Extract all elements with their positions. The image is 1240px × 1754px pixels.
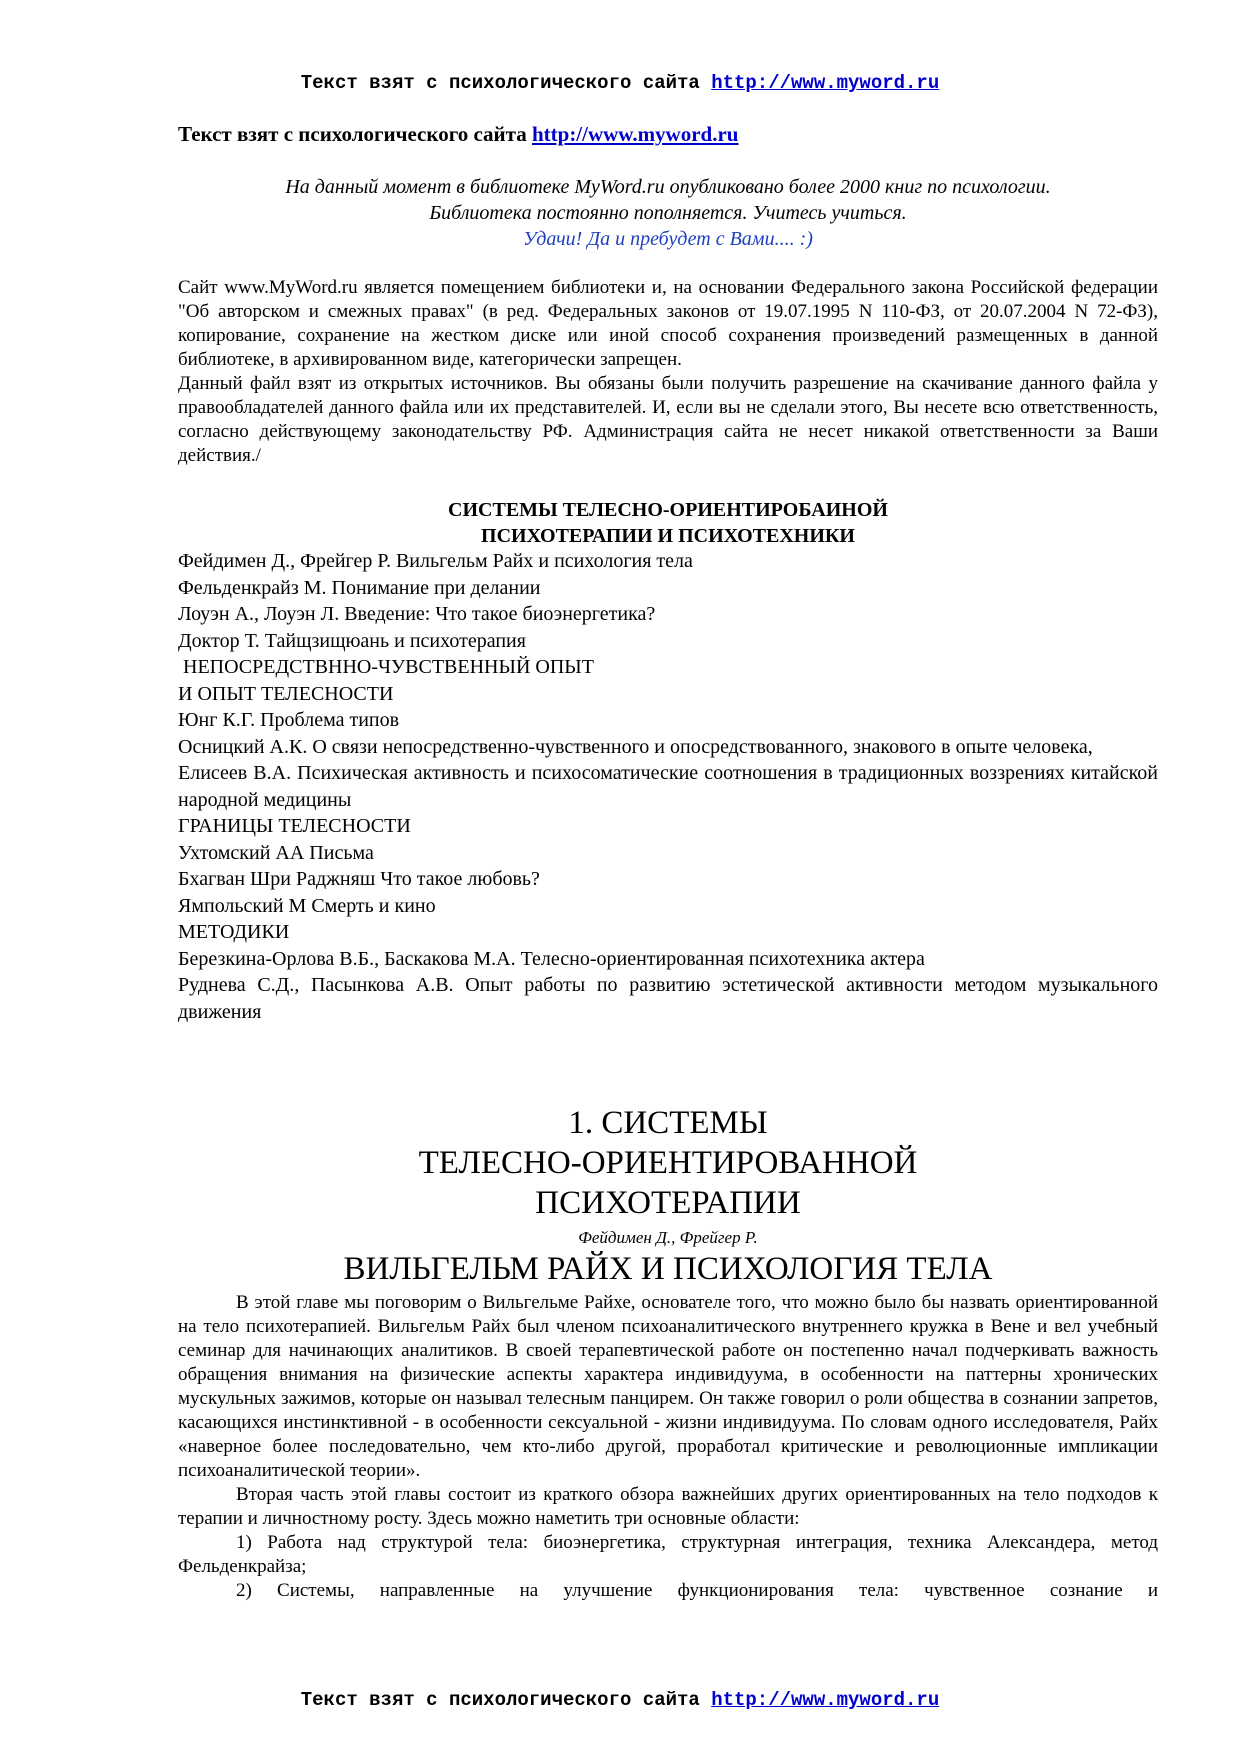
footer-text: Текст взят с психологического сайта — [300, 1689, 712, 1711]
toc-section-heading: И ОПЫТ ТЕЛЕСНОСТИ — [178, 682, 394, 705]
legal-disclaimer — [178, 276, 1158, 468]
toc-item: Ямпольский М Смерть и кино — [178, 894, 436, 917]
toc-item: Лоуэн А., Лоуэн Л. Введение: Что такое биоэнергетика? — [178, 603, 656, 625]
footer-link[interactable]: http://www.myword.ru — [711, 1689, 940, 1711]
chapter-heading-line-2: ТЕЛЕСНО-ОРИЕНТИРОВАННОЙ — [418, 1145, 918, 1181]
toc-section-heading: МЕТОДИКИ — [178, 921, 290, 943]
toc-item: Доктор Т. Тайщзищюань и психотерапия — [178, 629, 526, 652]
notice-line-2: Библиотека постоянно пополняется. Учитесь учиться. — [429, 202, 907, 224]
toc-item: Бхагван Шри Раджняш Что такое любовь? — [178, 868, 540, 890]
toc-item: Ухтомский АА Письма — [178, 841, 374, 864]
body-paragraph-4: 2) Системы, направленные на улучшение функционирования тела: чувственное сознание и — [236, 1580, 1158, 1601]
page-header — [0, 72, 1240, 94]
toc-title — [178, 497, 1158, 549]
toc-item: Осницкий А.К. О связи непосредственно-чувственного и опосредствованного, знакового в опыте человека, — [178, 735, 1093, 758]
source-line — [178, 122, 1158, 147]
toc-item: Руднева С.Д., Пасынкова А.В. Опыт работы по развитию эстетической активности методом музыкального движения — [178, 974, 1158, 1023]
body-text — [178, 1291, 1158, 1603]
legal-paragraph-1: Сайт www.MyWord.ru является помещением библиотеки и, на основании Федерального закона Российской федерации "Об авторском и смежных правах" (в ред. Федеральных законов от 19.07.1995 N 110-ФЗ, от 20.07.2004 N 72-ФЗ), копирование, сохранение на жестком диске или иной способ сохранения произведений размещенных в данной библиотеке, в архивированном виде, категорически запрещен. — [178, 277, 1158, 370]
toc-item: Фейдимен Д., Фрейгер Р. Вильгельм Райх и психология тела — [178, 550, 693, 572]
body-paragraph-3: 1) Работа над структурой тела: биоэнергетика, структурная интеграция, техника Александера, метод Фельденкрайза; — [178, 1532, 1158, 1577]
toc-title-line-2: ПСИХОТЕРАПИИ И ПСИХОТЕХНИКИ — [481, 525, 855, 547]
toc-title-line-1: СИСТЕМЫ ТЕЛЕСНО-ОРИЕНТИРОБАИНОЙ — [448, 499, 888, 521]
source-link[interactable]: http://www.myword.ru — [531, 122, 739, 146]
toc-item: Фельденкрайз М. Понимание при делании — [178, 576, 541, 599]
chapter-heading — [178, 1103, 1158, 1223]
body-paragraph-2: Вторая часть этой главы состоит из краткого обзора важнейших других ориентированных на тело подходов к терапии и личностному росту. Здесь можно наметить три основные области: — [178, 1484, 1158, 1529]
toc-section-heading: НЕПОСРЕДСТВННО-ЧУВСТВЕННЫЙ ОПЫТ — [178, 656, 594, 678]
chapter-heading-line-1: 1. СИСТЕМЫ — [568, 1105, 768, 1141]
toc-section-heading: ГРАНИЦЫ ТЕЛЕСНОСТИ — [178, 815, 411, 837]
toc-item: Елисеев В.А. Психическая активность и психосоматические соотношения в традиционных воззрениях китайской народной медицины — [178, 762, 1158, 811]
chapter-authors: Фейдимен Д., Фрейгер Р. — [578, 1228, 758, 1247]
header-link[interactable]: http://www.myword.ru — [711, 72, 940, 94]
chapter-title: ВИЛЬГЕЛЬМ РАЙХ И ПСИХОЛОГИЯ ТЕЛА — [343, 1251, 993, 1287]
toc-item: Юнг К.Г. Проблема типов — [178, 709, 400, 731]
toc-item: Березкина-Орлова В.Б., Баскакова М.А. Телесно-ориентированная психотехника актера — [178, 947, 925, 970]
library-notice — [178, 174, 1158, 252]
legal-paragraph-2: Данный файл взят из открытых источников. Вы обязаны были получить разрешение на скачивание данного файла у правообладателей данного файла или их представителей. И, если вы не сделали этого, Вы несете всю ответственность, согласно действующему законодательству РФ. Администрация сайта не несет никакой ответственности за Ваши действия./ — [178, 373, 1158, 466]
chapter-heading-line-3: ПСИХОТЕРАПИИ — [535, 1185, 801, 1221]
notice-line-3: Удачи! Да и пребудет с Вами.... :) — [523, 228, 813, 250]
table-of-contents — [178, 548, 1158, 1025]
source-text: Текст взят с психологического сайта — [178, 122, 532, 146]
page-footer — [0, 1689, 1240, 1711]
notice-line-1: На данный момент в библиотеке MyWord.ru опубликовано более 2000 книг по психологии. — [285, 176, 1051, 198]
body-paragraph-1: В этой главе мы поговорим о Вильгельме Райхе, основателе того, что можно было бы назвать ориентированной на тело психотерапией. Вильгельм Райх был членом психоаналитического внутреннего кружка в Вене и вел учебный семинар для начинающих аналитиков. В своей терапевтической работе он постепенно начал подчеркивать важность обращения внимания на физические аспекты характера индивидуума, в особенности на паттерны хронических мускульных зажимов, которые он называл телесным панцирем. Он также говорил о роли общества в сознании запретов, касающихся инстинктивной - в особенности сексуальной - жизни индивидуума. По словам одного исследователя, Райх «наверное более последовательно, чем кто-либо другой, проработал критические и революционные импликации психоаналитической теории». — [178, 1292, 1158, 1481]
header-text: Текст взят с психологического сайта — [300, 72, 712, 94]
